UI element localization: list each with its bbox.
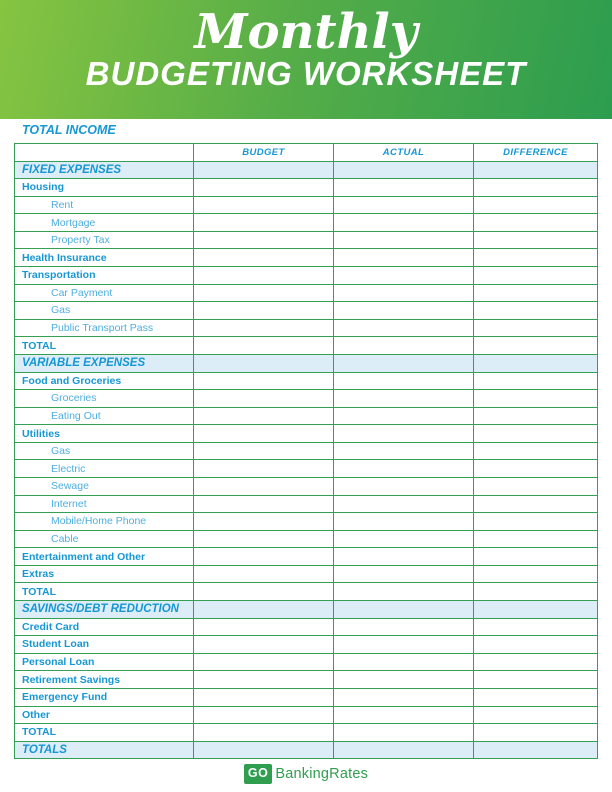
budget-cell — [193, 355, 333, 372]
column-header-row — [15, 144, 597, 161]
row-label: Public Transport Pass — [51, 322, 154, 335]
budget-cell — [193, 302, 333, 319]
table-row — [15, 284, 597, 302]
difference-cell — [473, 671, 597, 688]
table-row — [15, 582, 597, 600]
table-row — [15, 442, 597, 460]
actual-cell — [333, 355, 473, 372]
actual-cell — [333, 724, 473, 741]
difference-cell — [473, 601, 597, 618]
budget-cell — [193, 583, 333, 600]
row-label: TOTALS — [22, 743, 67, 756]
budget-cell — [193, 408, 333, 425]
budget-cell — [193, 249, 333, 266]
budget-cell — [193, 443, 333, 460]
logo-go-badge: GO — [244, 764, 272, 784]
actual-cell — [333, 513, 473, 530]
table-row — [15, 670, 597, 688]
row-label: Health Insurance — [22, 251, 107, 264]
difference-cell — [473, 619, 597, 636]
table-row — [15, 547, 597, 565]
budget-cell — [193, 742, 333, 759]
actual-cell — [333, 689, 473, 706]
actual-cell — [333, 249, 473, 266]
budget-cell — [193, 337, 333, 354]
difference-cell — [473, 179, 597, 196]
row-label: Mobile/Home Phone — [51, 515, 147, 528]
actual-cell — [333, 496, 473, 513]
actual-cell — [333, 460, 473, 477]
table-row — [15, 354, 597, 372]
budget-cell — [193, 689, 333, 706]
actual-cell — [333, 531, 473, 548]
actual-cell — [333, 566, 473, 583]
row-label: TOTAL — [22, 339, 57, 352]
actual-cell — [333, 267, 473, 284]
row-label: Internet — [51, 497, 87, 510]
difference-cell — [473, 513, 597, 530]
difference-cell — [473, 302, 597, 319]
actual-cell — [333, 408, 473, 425]
budget-cell — [193, 179, 333, 196]
total-income-label: TOTAL INCOME — [22, 123, 116, 137]
table-row — [15, 741, 597, 759]
budget-cell — [193, 566, 333, 583]
table-row — [15, 248, 597, 266]
actual-cell — [333, 373, 473, 390]
actual-cell — [333, 425, 473, 442]
row-label: Cable — [51, 533, 79, 545]
difference-cell — [473, 460, 597, 477]
difference-cell — [473, 232, 597, 249]
row-label: Retirement Savings — [22, 673, 121, 686]
actual-cell — [333, 285, 473, 302]
actual-cell — [333, 337, 473, 354]
budget-cell — [193, 707, 333, 724]
actual-cell — [333, 601, 473, 618]
difference-cell — [473, 689, 597, 706]
budget-cell — [193, 390, 333, 407]
row-label: Credit Card — [22, 620, 80, 633]
table-row — [15, 178, 597, 196]
budget-cell — [193, 267, 333, 284]
table-row — [15, 231, 597, 249]
column-header-difference: DIFFERENCE — [473, 144, 597, 161]
difference-cell — [473, 566, 597, 583]
budget-cell — [193, 373, 333, 390]
table-row — [15, 706, 597, 724]
actual-cell — [333, 636, 473, 653]
row-label: Transportation — [22, 269, 96, 282]
row-label: Groceries — [51, 392, 97, 405]
table-row — [15, 565, 597, 583]
budget-cell — [193, 513, 333, 530]
row-label: FIXED EXPENSES — [22, 163, 122, 176]
row-label: Personal Loan — [22, 656, 95, 669]
row-label: Extras — [22, 568, 55, 581]
table-row — [15, 477, 597, 495]
budget-cell — [193, 197, 333, 214]
actual-cell — [333, 742, 473, 759]
row-label: Food and Groceries — [22, 374, 122, 387]
actual-cell — [333, 214, 473, 231]
row-label: Mortgage — [51, 216, 96, 229]
actual-cell — [333, 443, 473, 460]
row-label: TOTAL — [22, 585, 57, 598]
budget-cell — [193, 232, 333, 249]
row-label: SAVINGS/DEBT REDUCTION — [22, 603, 179, 616]
table-row — [15, 635, 597, 653]
table-row — [15, 495, 597, 513]
row-label: Gas — [51, 304, 71, 317]
difference-cell — [473, 320, 597, 337]
difference-cell — [473, 548, 597, 565]
difference-cell — [473, 583, 597, 600]
difference-cell — [473, 496, 597, 513]
actual-cell — [333, 320, 473, 337]
budget-cell — [193, 619, 333, 636]
difference-cell — [473, 162, 597, 179]
table-row — [15, 512, 597, 530]
corner-cell — [15, 144, 193, 161]
actual-cell — [333, 548, 473, 565]
script-title: Monthly — [194, 4, 418, 60]
difference-cell — [473, 267, 597, 284]
table-row — [15, 530, 597, 548]
budget-table — [14, 143, 598, 759]
actual-cell — [333, 619, 473, 636]
actual-cell — [333, 654, 473, 671]
budget-cell — [193, 425, 333, 442]
row-label: Housing — [22, 181, 64, 194]
row-label: VARIABLE EXPENSES — [22, 357, 146, 370]
budget-cell — [193, 531, 333, 548]
table-row — [15, 653, 597, 671]
budget-cell — [193, 636, 333, 653]
table-row — [15, 213, 597, 231]
difference-cell — [473, 337, 597, 354]
row-label: Entertainment and Other — [22, 550, 146, 563]
budget-cell — [193, 162, 333, 179]
budget-cell — [193, 496, 333, 513]
table-row — [15, 336, 597, 354]
difference-cell — [473, 285, 597, 302]
logo-brand-name: BankingRates — [275, 766, 369, 782]
actual-cell — [333, 707, 473, 724]
table-row — [15, 319, 597, 337]
table-row — [15, 301, 597, 319]
difference-cell — [473, 197, 597, 214]
budget-cell — [193, 320, 333, 337]
difference-cell — [473, 425, 597, 442]
table-row — [15, 459, 597, 477]
table-row — [15, 618, 597, 636]
budget-cell — [193, 601, 333, 618]
table-row — [15, 723, 597, 741]
budget-cell — [193, 671, 333, 688]
row-label: Sewage — [51, 480, 89, 493]
budget-cell — [193, 285, 333, 302]
difference-cell — [473, 742, 597, 759]
budget-cell — [193, 214, 333, 231]
budget-cell — [193, 460, 333, 477]
difference-cell — [473, 443, 597, 460]
budget-cell — [193, 724, 333, 741]
table-row — [15, 196, 597, 214]
row-label: Property Tax — [51, 234, 110, 247]
actual-cell — [333, 390, 473, 407]
row-label: Other — [22, 708, 51, 721]
actual-cell — [333, 162, 473, 179]
row-label: Gas — [51, 445, 71, 458]
actual-cell — [333, 583, 473, 600]
difference-cell — [473, 249, 597, 266]
table-row — [15, 424, 597, 442]
actual-cell — [333, 232, 473, 249]
column-header-budget: BUDGET — [193, 144, 333, 161]
table-row — [15, 688, 597, 706]
actual-cell — [333, 671, 473, 688]
actual-cell — [333, 302, 473, 319]
table-row — [15, 266, 597, 284]
difference-cell — [473, 531, 597, 548]
table-row — [15, 372, 597, 390]
difference-cell — [473, 707, 597, 724]
budget-cell — [193, 548, 333, 565]
actual-cell — [333, 478, 473, 495]
difference-cell — [473, 478, 597, 495]
row-label: Car Payment — [51, 286, 113, 299]
row-label: Emergency Fund — [22, 691, 108, 704]
table-row — [15, 161, 597, 179]
table-row — [15, 389, 597, 407]
difference-cell — [473, 654, 597, 671]
budget-cell — [193, 654, 333, 671]
row-label: Utilities — [22, 427, 60, 440]
actual-cell — [333, 197, 473, 214]
table-row — [15, 407, 597, 425]
page-title: BUDGETING WORKSHEET — [85, 55, 527, 92]
difference-cell — [473, 390, 597, 407]
table-row — [15, 600, 597, 618]
difference-cell — [473, 724, 597, 741]
row-label: Eating Out — [51, 409, 101, 422]
difference-cell — [473, 214, 597, 231]
actual-cell — [333, 179, 473, 196]
difference-cell — [473, 408, 597, 425]
row-label: Electric — [51, 462, 86, 475]
row-label: Rent — [51, 199, 74, 212]
difference-cell — [473, 373, 597, 390]
gobankingrates-logo — [0, 763, 612, 785]
difference-cell — [473, 636, 597, 653]
budget-cell — [193, 478, 333, 495]
header-banner — [0, 0, 612, 119]
row-label: TOTAL — [22, 726, 57, 739]
row-label: Student Loan — [22, 638, 90, 651]
column-header-actual: ACTUAL — [333, 144, 473, 161]
difference-cell — [473, 355, 597, 372]
